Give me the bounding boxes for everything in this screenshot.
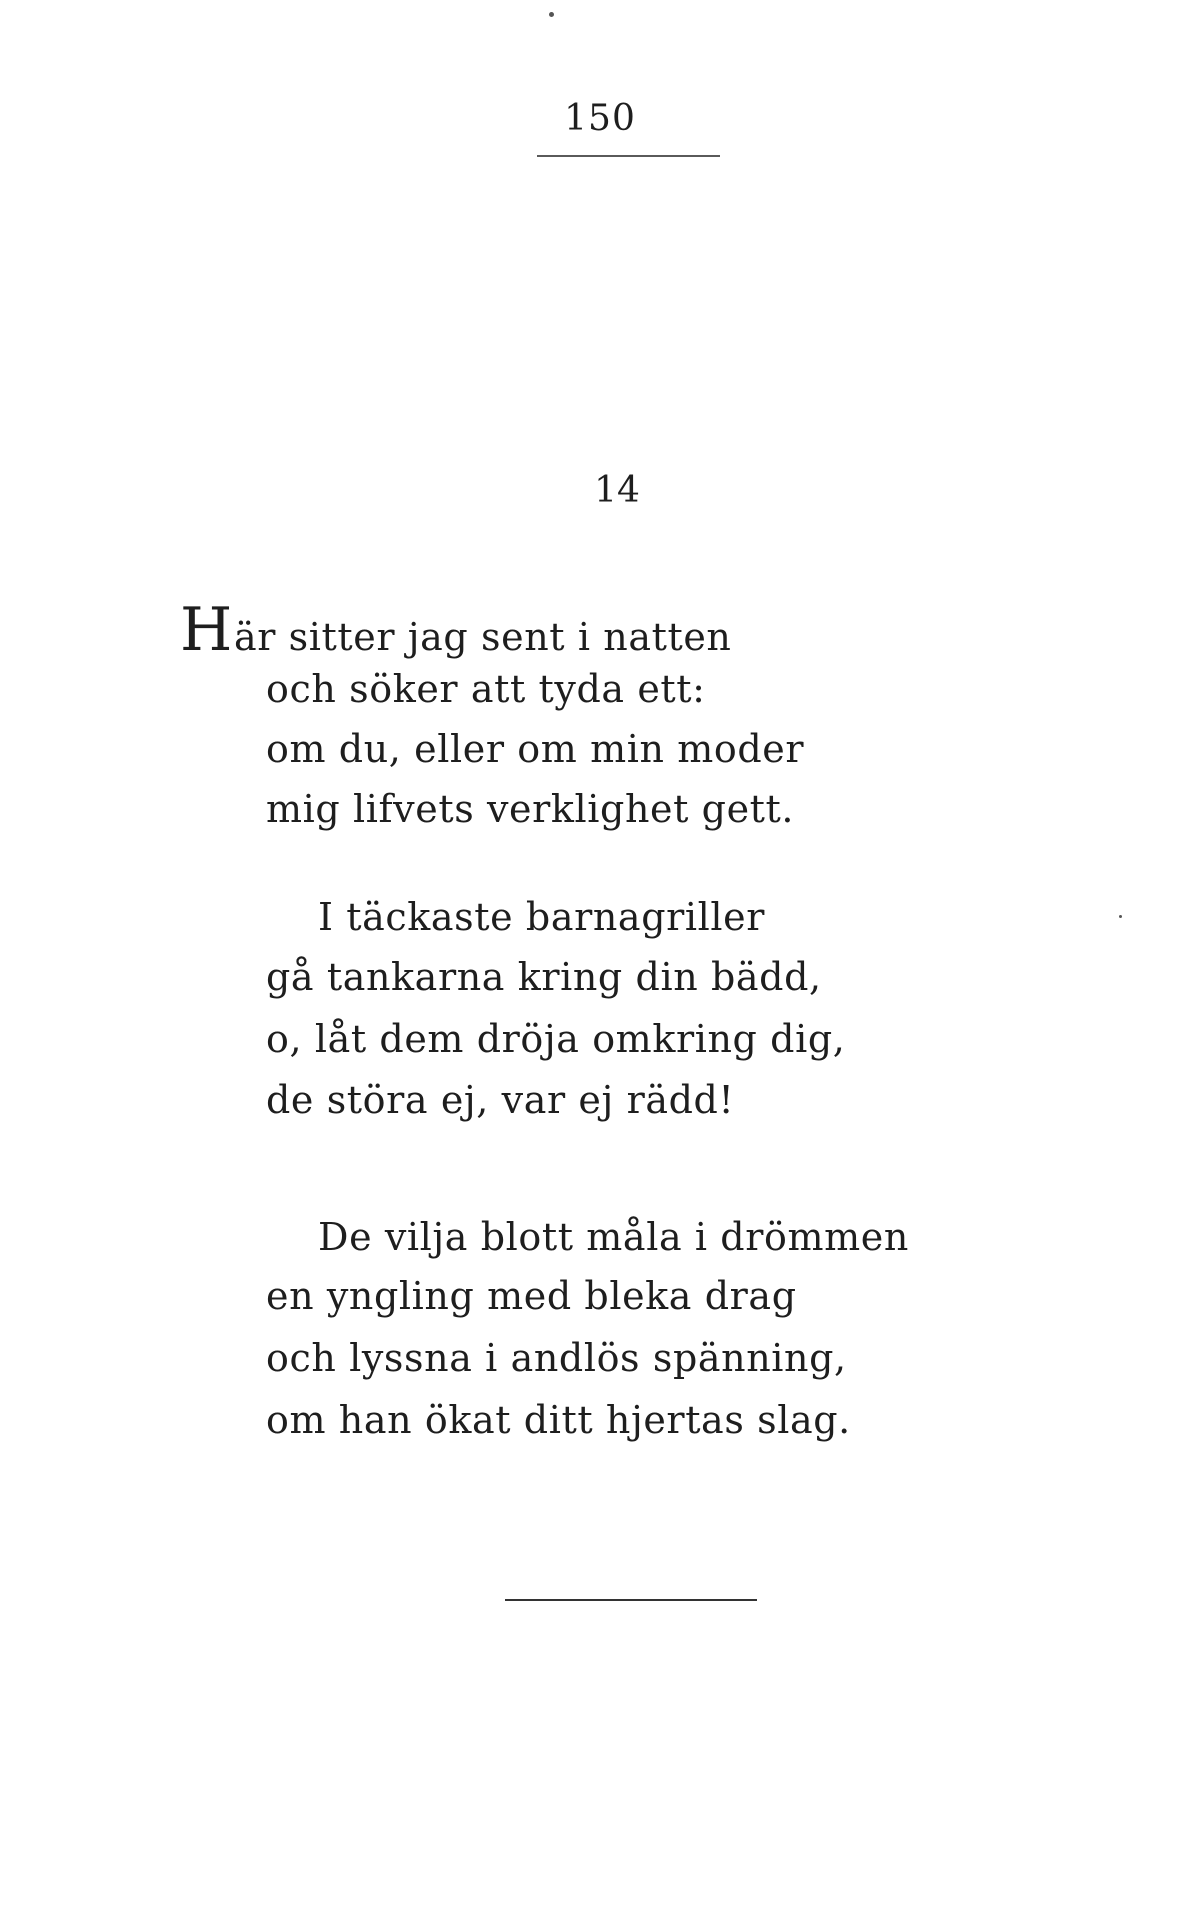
poem-line: de störa ej, var ej rädd! — [266, 1078, 735, 1122]
page-number-rule — [537, 155, 720, 157]
poem-number: 14 — [594, 470, 640, 511]
poem-line: o, låt dem dröja omkring dig, — [266, 1017, 846, 1061]
poem-line: om du, eller om min moder — [266, 727, 805, 771]
drop-cap: H — [180, 595, 233, 665]
stray-ink-mark — [1119, 915, 1122, 918]
poem-line — [180, 595, 732, 665]
poem-line: I täckaste barnagriller — [318, 895, 765, 939]
poem-line: gå tankarna kring din bädd, — [266, 955, 822, 999]
closing-rule — [505, 1599, 757, 1601]
page-number: 150 — [564, 98, 636, 139]
poem-line: mig lifvets verklighet gett. — [266, 787, 795, 831]
poem-line: och söker att tyda ett: — [266, 667, 706, 711]
poem-line: en yngling med bleka drag — [266, 1274, 797, 1318]
poem-line: om han ökat ditt hjertas slag. — [266, 1398, 851, 1442]
poem-line: De vilja blott måla i drömmen — [318, 1215, 909, 1259]
stray-ink-mark — [549, 12, 554, 17]
line-text: är sitter jag sent i natten — [233, 615, 732, 659]
poem-line: och lyssna i andlös spänning, — [266, 1336, 847, 1380]
